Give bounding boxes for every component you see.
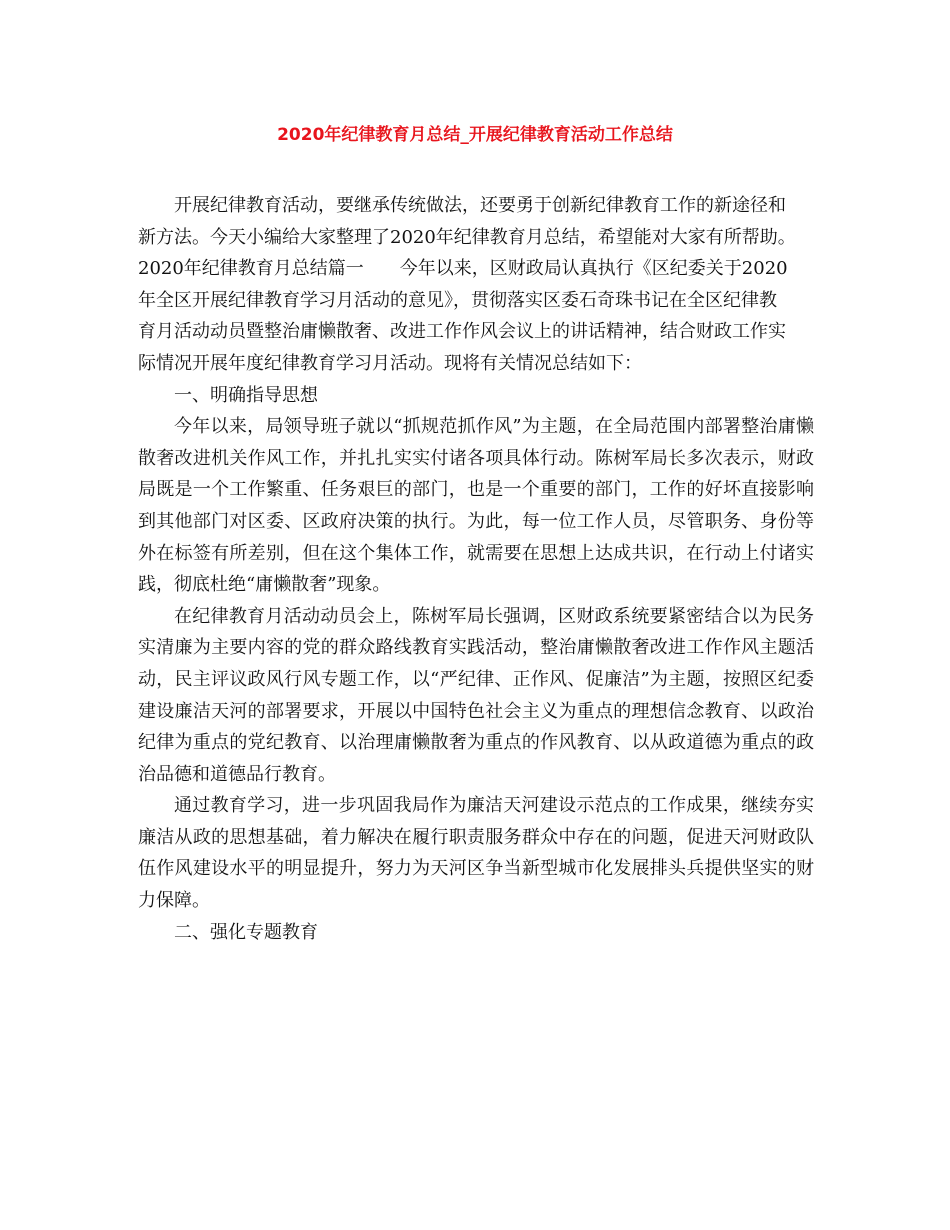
section-heading: 二、强化专题教育 [174, 921, 318, 943]
intro-line: 2020年纪律教育月总结篇一 今年以来，区财政局认真执行《区纪委关于2020 [138, 258, 788, 280]
body-paragraph: 今年以来，局领导班子就以“抓规范抓作风”为主题，在全局范围内部署整治庸懒散奢改进机关作风工作，并扎扎实实付诸各项具体行动。陈树军局长多次表示，财政局既是一个工作繁重、任务艰巨的部门，也是一个重要的部门，工作的好坏直接影响到其他部门对区委、区政府决策的执行。为此，每一位工作人员，尽管职务、身份等外在标签有所差别，但在这个集体工作，就需要在思想上达成共识，在行动上付诸实践，彻底杜绝“庸懒散奢”现象。 [138, 416, 814, 596]
intro-line: 际情况开展年度纪律教育学习月活动。现将有关情况总结如下： [138, 352, 642, 374]
section-heading: 一、明确指导思想 [174, 384, 318, 406]
intro-line: 育月活动动员暨整治庸懒散奢、改进工作作风会议上的讲话精神，结合财政工作实 [138, 321, 786, 343]
intro-line: 开展纪律教育活动，要继承传统做法，还要勇于创新纪律教育工作的新途径和 [174, 195, 786, 216]
body-paragraph: 通过教育学习，进一步巩固我局作为廉洁天河建设示范点的工作成果，继续夯实廉洁从政的思想基础，着力解决在履行职责服务群众中存在的问题，促进天河财政队伍作风建设水平的明显提升，努力为天河区争当新型城市化发展排头兵提供坚实的财力保障。 [138, 795, 814, 912]
intro-line: 新方法。今天小编给大家整理了2020年纪律教育月总结，希望能对大家有所帮助。 [138, 226, 796, 248]
intro-line: 年全区开展纪律教育学习月活动的意见》，贯彻落实区委石奇珠书记在全区纪律教 [138, 289, 777, 311]
document-body [138, 190, 814, 948]
body-paragraph: 在纪律教育月活动动员会上，陈树军局长强调，区财政系统要紧密结合以为民务实清廉为主要内容的党的群众路线教育实践活动，整治庸懒散奢改进工作作风主题活动，民主评议政风行风专题工作，以“严纪律、正作风、促廉洁”为主题，按照区纪委建设廉洁天河的部署要求，开展以中国特色社会主义为重点的理想信念教育、以政治纪律为重点的党纪教育、以治理庸懒散奢为重点的作风教育、以从政道德为重点的政治品德和道德品行教育。 [138, 605, 814, 785]
intro-paragraph [138, 190, 814, 380]
document-title: 2020年纪律教育月总结_开展纪律教育活动工作总结 [277, 125, 673, 145]
